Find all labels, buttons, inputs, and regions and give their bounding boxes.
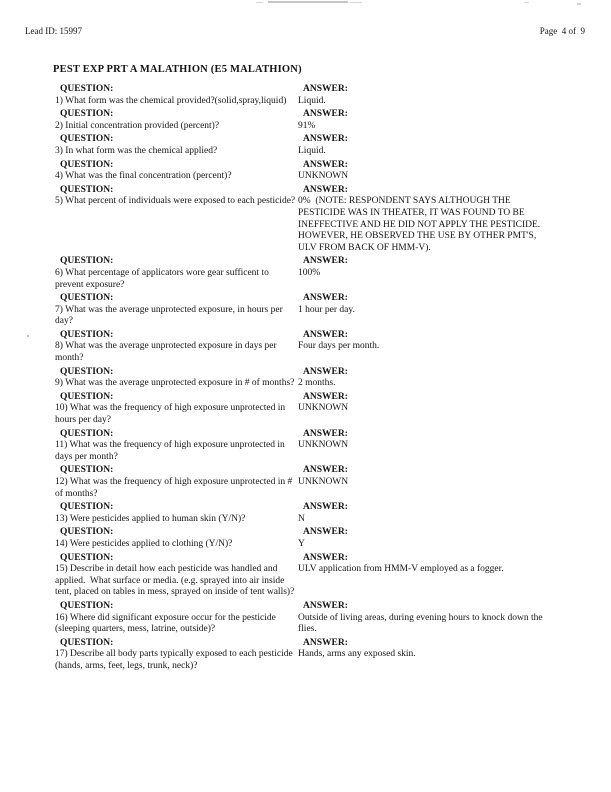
answer-text: Four days per month.: [298, 341, 380, 352]
answer-text: N: [298, 513, 305, 524]
answer-text: Outside of living areas, during evening hours to knock down the flies.: [298, 612, 545, 635]
answer-column: [298, 293, 550, 328]
answer-label: ANSWER:: [303, 184, 348, 195]
question-text: 5) What percent of individuals were exposed to each pesticide?: [55, 196, 296, 207]
answer-label: ANSWER:: [303, 465, 348, 476]
qa-row: [55, 601, 565, 636]
document-title: PEST EXP PRT A MALATHION (E5 MALATHION): [53, 64, 302, 75]
question-label: QUESTION:: [60, 159, 114, 170]
question-label: QUESTION:: [60, 109, 114, 120]
qa-row: [55, 392, 565, 427]
answer-text: 0% (NOTE: RESPONDENT SAYS ALTHOUGH THE PESTICIDE WAS IN THEATER, IT WAS FOUND TO BE INEFFECTIVE AND HE DID NOT APPLY THE PESTICIDE. HOWEVER, HE OBSERVED THE USE BY OTHER PMT'S, ULV FROM BACK OF HMM-V).: [298, 196, 545, 253]
answer-column: [298, 502, 550, 525]
question-column: [55, 256, 298, 291]
question-text: 15) Describe in detail how each pesticide was handled and applied. What surface or media. (e.g. sprayed into air inside tent, placed on tables in mess, sprayed on inside of tent walls)?: [55, 564, 295, 598]
answer-text: 1 hour per day.: [298, 304, 355, 315]
question-column: [55, 367, 298, 390]
question-label: QUESTION:: [60, 134, 114, 145]
question-column: [55, 293, 298, 328]
answer-column: [298, 367, 550, 390]
question-label: QUESTION:: [60, 637, 114, 648]
question-text: 7) What was the average unprotected exposure, in hours per day?: [55, 304, 286, 327]
qa-row: [55, 293, 565, 328]
question-text: 17) Describe all body parts typically exposed to each pesticide (hands, arms, feet, legs, trunk, neck)?: [55, 649, 296, 671]
qa-row: [55, 109, 565, 132]
answer-text: Y: [298, 538, 305, 549]
scan-artifact: [268, 1, 348, 3]
question-column: [55, 553, 298, 599]
question-column: [55, 527, 298, 550]
answer-label: ANSWER:: [303, 552, 348, 563]
question-label: QUESTION:: [60, 329, 114, 340]
answer-text: 100%: [298, 267, 321, 278]
scan-artifact: [27, 335, 29, 337]
answer-column: [298, 392, 550, 427]
question-label: QUESTION:: [60, 391, 114, 402]
answer-label: ANSWER:: [303, 293, 348, 304]
answer-column: [298, 134, 550, 157]
answer-label: ANSWER:: [303, 84, 348, 94]
answer-label: ANSWER:: [303, 502, 348, 513]
question-label: QUESTION:: [60, 293, 114, 304]
answer-label: ANSWER:: [303, 109, 348, 120]
qa-row: [55, 638, 565, 673]
qa-row: [55, 330, 565, 365]
question-label: QUESTION:: [60, 552, 114, 563]
question-column: [55, 84, 298, 107]
answer-label: ANSWER:: [303, 428, 348, 439]
question-label: QUESTION:: [60, 256, 114, 267]
answer-column: [298, 638, 550, 673]
qa-row: [55, 553, 565, 599]
question-label: QUESTION:: [60, 366, 114, 377]
question-label: QUESTION:: [60, 84, 114, 94]
question-column: [55, 330, 298, 365]
answer-text: Liquid.: [298, 95, 326, 106]
answer-text: Liquid.: [298, 145, 326, 156]
question-label: QUESTION:: [60, 465, 114, 476]
answer-column: [298, 84, 550, 107]
answer-column: [298, 553, 550, 599]
qa-row: [55, 160, 565, 183]
answer-column: [298, 465, 550, 500]
question-label: QUESTION:: [60, 527, 114, 538]
question-text: 14) Were pesticides applied to clothing (Y/N)?: [55, 538, 233, 549]
answer-label: ANSWER:: [303, 637, 348, 648]
question-label: QUESTION:: [60, 502, 114, 513]
answer-text: UNKNOWN: [298, 477, 349, 487]
answer-label: ANSWER:: [303, 527, 348, 538]
question-text: 13) Were pesticides applied to human skin (Y/N)?: [55, 513, 246, 524]
answer-column: [298, 160, 550, 183]
qa-row: [55, 429, 565, 464]
answer-text: UNKNOWN: [298, 440, 349, 451]
qa-row: [55, 134, 565, 157]
qa-row: [55, 256, 565, 291]
question-column: [55, 601, 298, 636]
answer-text: ULV application from HMM-V employed as a fogger.: [298, 564, 504, 575]
question-text: 1) What form was the chemical provided?(solid,spray,liquid): [55, 95, 287, 106]
question-text: 3) In what form was the chemical applied?: [55, 145, 218, 156]
question-column: [55, 109, 298, 132]
question-text: 16) Where did significant exposure occur for the pesticide (sleeping quarters, mess, latrine, outside)?: [55, 612, 279, 635]
answer-column: [298, 527, 550, 550]
qa-row: [55, 367, 565, 390]
question-answer-list: [55, 84, 565, 675]
scan-artifact: [524, 2, 529, 3]
qa-row: [55, 84, 565, 107]
answer-column: [298, 429, 550, 464]
question-label: QUESTION:: [60, 428, 114, 439]
answer-text: UNKNOWN: [298, 171, 349, 182]
question-column: [55, 429, 298, 464]
question-column: [55, 134, 298, 157]
qa-row: [55, 502, 565, 525]
question-column: [55, 502, 298, 525]
answer-text: 2 months.: [298, 378, 336, 389]
qa-row: [55, 185, 565, 255]
answer-column: [298, 330, 550, 365]
question-text: 8) What was the average unprotected exposure in days per month?: [55, 341, 280, 364]
question-column: [55, 465, 298, 500]
question-text: 2) Initial concentration provided (percent)?: [55, 120, 220, 131]
question-text: 6) What percentage of applicators wore gear sufficent to prevent exposure?: [55, 267, 272, 290]
scan-artifact: [256, 2, 263, 3]
answer-column: [298, 601, 550, 636]
lead-id: Lead ID: 15997: [25, 26, 82, 36]
scan-artifact: [577, 3, 581, 5]
qa-row: [55, 527, 565, 550]
question-text: 10) What was the frequency of high exposure unprotected in hours per day?: [55, 403, 288, 426]
answer-label: ANSWER:: [303, 134, 348, 145]
answer-text: 91%: [298, 120, 316, 131]
answer-label: ANSWER:: [303, 159, 348, 170]
answer-text: Hands, arms any exposed skin.: [298, 649, 416, 660]
answer-label: ANSWER:: [303, 256, 348, 267]
answer-label: ANSWER:: [303, 391, 348, 402]
answer-column: [298, 185, 550, 255]
answer-column: [298, 109, 550, 132]
question-column: [55, 638, 298, 673]
answer-label: ANSWER:: [303, 366, 348, 377]
question-text: 9) What was the average unprotected exposure in # of months?: [55, 378, 295, 389]
question-label: QUESTION:: [60, 600, 114, 611]
question-column: [55, 185, 298, 255]
qa-row: [55, 465, 565, 500]
answer-text: UNKNOWN: [298, 403, 349, 414]
page-number: Page 4 of 9: [539, 26, 585, 36]
question-text: 11) What was the frequency of high exposure unprotected in days per month?: [55, 440, 288, 462]
answer-label: ANSWER:: [303, 329, 348, 340]
page-header: [25, 26, 585, 37]
question-label: QUESTION:: [60, 184, 114, 195]
question-text: 12) What was the frequency of high exposure unprotected in # of months?: [55, 477, 295, 499]
question-column: [55, 160, 298, 183]
question-text: 4) What was the final concentration (percent)?: [55, 171, 232, 182]
scan-artifact: [350, 2, 362, 3]
answer-label: ANSWER:: [303, 600, 348, 611]
question-column: [55, 392, 298, 427]
answer-column: [298, 256, 550, 291]
